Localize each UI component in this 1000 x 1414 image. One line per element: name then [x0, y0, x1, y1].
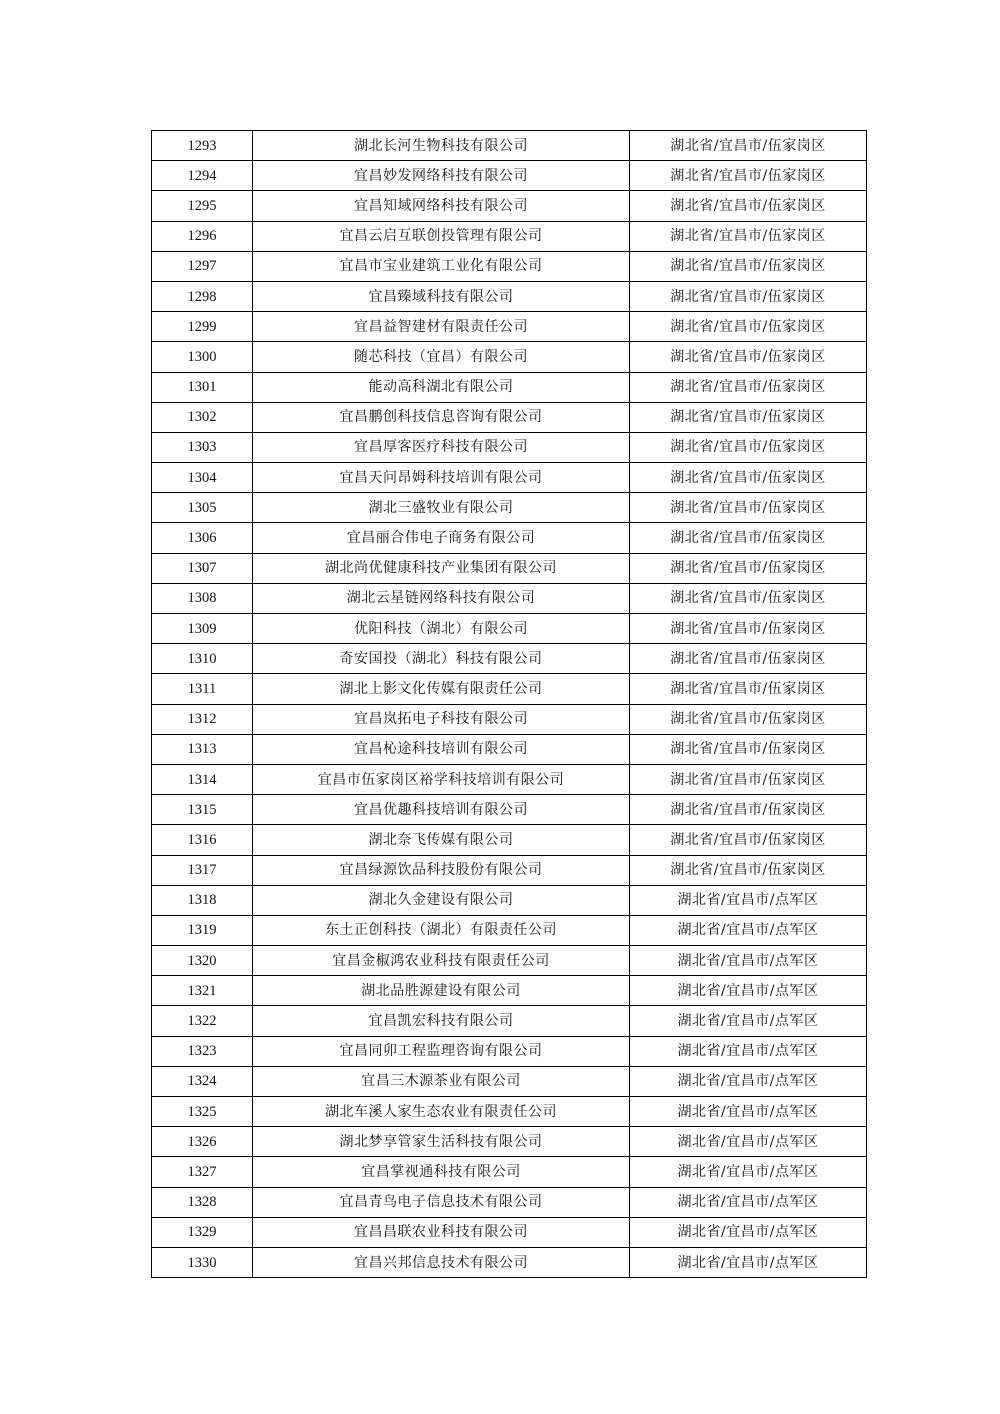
- row-number-cell: 1312: [152, 704, 253, 734]
- table-row: [152, 312, 867, 342]
- region-cell: 湖北省/宜昌市/伍家岗区: [630, 281, 867, 311]
- table-row: [152, 825, 867, 855]
- company-name-cell: 奇安国投（湖北）科技有限公司: [253, 644, 630, 674]
- table-row: [152, 1097, 867, 1127]
- row-number-cell: 1298: [152, 281, 253, 311]
- row-number-cell: 1295: [152, 191, 253, 221]
- region-cell: 湖北省/宜昌市/点军区: [630, 1006, 867, 1036]
- row-number-cell: 1318: [152, 885, 253, 915]
- region-cell: 湖北省/宜昌市/伍家岗区: [630, 795, 867, 825]
- company-name-cell: 宜昌兴邦信息技术有限公司: [253, 1247, 630, 1277]
- company-name-cell: 宜昌知域网络科技有限公司: [253, 191, 630, 221]
- region-cell: 湖北省/宜昌市/伍家岗区: [630, 583, 867, 613]
- region-cell: 湖北省/宜昌市/点军区: [630, 1127, 867, 1157]
- company-name-cell: 湖北车溪人家生态农业有限责任公司: [253, 1097, 630, 1127]
- region-cell: 湖北省/宜昌市/伍家岗区: [630, 764, 867, 794]
- region-cell: 湖北省/宜昌市/伍家岗区: [630, 402, 867, 432]
- region-cell: 湖北省/宜昌市/伍家岗区: [630, 432, 867, 462]
- company-name-cell: 湖北品胜源建设有限公司: [253, 976, 630, 1006]
- table-row: [152, 1127, 867, 1157]
- company-list-table: [151, 130, 867, 1278]
- region-cell: 湖北省/宜昌市/伍家岗区: [630, 644, 867, 674]
- company-name-cell: 东土正创科技（湖北）有限责任公司: [253, 915, 630, 945]
- region-cell: 湖北省/宜昌市/伍家岗区: [630, 312, 867, 342]
- region-cell: 湖北省/宜昌市/伍家岗区: [630, 614, 867, 644]
- row-number-cell: 1297: [152, 251, 253, 281]
- company-name-cell: 宜昌厚客医疗科技有限公司: [253, 432, 630, 462]
- row-number-cell: 1325: [152, 1097, 253, 1127]
- table-row: [152, 764, 867, 794]
- row-number-cell: 1301: [152, 372, 253, 402]
- row-number-cell: 1305: [152, 493, 253, 523]
- region-cell: 湖北省/宜昌市/伍家岗区: [630, 825, 867, 855]
- region-cell: 湖北省/宜昌市/点军区: [630, 1247, 867, 1277]
- table-row: [152, 1187, 867, 1217]
- region-cell: 湖北省/宜昌市/点军区: [630, 946, 867, 976]
- table-row: [152, 523, 867, 553]
- company-name-cell: 湖北三盛牧业有限公司: [253, 493, 630, 523]
- table-row: [152, 372, 867, 402]
- region-cell: 湖北省/宜昌市/伍家岗区: [630, 372, 867, 402]
- region-cell: 湖北省/宜昌市/伍家岗区: [630, 221, 867, 251]
- region-cell: 湖北省/宜昌市/伍家岗区: [630, 251, 867, 281]
- row-number-cell: 1309: [152, 614, 253, 644]
- row-number-cell: 1296: [152, 221, 253, 251]
- row-number-cell: 1315: [152, 795, 253, 825]
- row-number-cell: 1327: [152, 1157, 253, 1187]
- region-cell: 湖北省/宜昌市/点军区: [630, 1036, 867, 1066]
- table-row: [152, 402, 867, 432]
- row-number-cell: 1293: [152, 131, 253, 161]
- company-list-table-container: [151, 130, 866, 1278]
- region-cell: 湖北省/宜昌市/伍家岗区: [630, 734, 867, 764]
- table-row: [152, 1006, 867, 1036]
- table-row: [152, 1036, 867, 1066]
- row-number-cell: 1321: [152, 976, 253, 1006]
- region-cell: 湖北省/宜昌市/伍家岗区: [630, 523, 867, 553]
- company-name-cell: 宜昌益智建材有限责任公司: [253, 312, 630, 342]
- row-number-cell: 1302: [152, 402, 253, 432]
- row-number-cell: 1324: [152, 1066, 253, 1096]
- table-row: [152, 885, 867, 915]
- table-row: [152, 191, 867, 221]
- company-name-cell: 宜昌岚拓电子科技有限公司: [253, 704, 630, 734]
- table-row: [152, 614, 867, 644]
- row-number-cell: 1308: [152, 583, 253, 613]
- table-row: [152, 221, 867, 251]
- row-number-cell: 1310: [152, 644, 253, 674]
- table-row: [152, 976, 867, 1006]
- company-name-cell: 宜昌妙发网络科技有限公司: [253, 161, 630, 191]
- region-cell: 湖北省/宜昌市/点军区: [630, 1097, 867, 1127]
- company-name-cell: 宜昌市宝业建筑工业化有限公司: [253, 251, 630, 281]
- company-name-cell: 宜昌市伍家岗区裕学科技培训有限公司: [253, 764, 630, 794]
- table-row: [152, 1066, 867, 1096]
- table-row: [152, 131, 867, 161]
- region-cell: 湖北省/宜昌市/点军区: [630, 885, 867, 915]
- region-cell: 湖北省/宜昌市/伍家岗区: [630, 704, 867, 734]
- table-row: [152, 1217, 867, 1247]
- row-number-cell: 1323: [152, 1036, 253, 1066]
- company-name-cell: 宜昌绿源饮品科技股份有限公司: [253, 855, 630, 885]
- table-row: [152, 342, 867, 372]
- row-number-cell: 1304: [152, 463, 253, 493]
- table-row: [152, 553, 867, 583]
- company-name-cell: 宜昌杺途科技培训有限公司: [253, 734, 630, 764]
- table-row: [152, 734, 867, 764]
- row-number-cell: 1320: [152, 946, 253, 976]
- company-name-cell: 湖北梦享管家生活科技有限公司: [253, 1127, 630, 1157]
- company-name-cell: 优阳科技（湖北）有限公司: [253, 614, 630, 644]
- row-number-cell: 1326: [152, 1127, 253, 1157]
- table-row: [152, 644, 867, 674]
- company-name-cell: 湖北长河生物科技有限公司: [253, 131, 630, 161]
- region-cell: 湖北省/宜昌市/伍家岗区: [630, 191, 867, 221]
- table-row: [152, 1157, 867, 1187]
- region-cell: 湖北省/宜昌市/伍家岗区: [630, 674, 867, 704]
- region-cell: 湖北省/宜昌市/点军区: [630, 1066, 867, 1096]
- table-body: [152, 131, 867, 1278]
- table-row: [152, 493, 867, 523]
- table-row: [152, 674, 867, 704]
- company-name-cell: 宜昌三木源茶业有限公司: [253, 1066, 630, 1096]
- row-number-cell: 1303: [152, 432, 253, 462]
- region-cell: 湖北省/宜昌市/伍家岗区: [630, 131, 867, 161]
- region-cell: 湖北省/宜昌市/伍家岗区: [630, 463, 867, 493]
- region-cell: 湖北省/宜昌市/伍家岗区: [630, 855, 867, 885]
- company-name-cell: 湖北奈飞传媒有限公司: [253, 825, 630, 855]
- row-number-cell: 1306: [152, 523, 253, 553]
- table-row: [152, 704, 867, 734]
- region-cell: 湖北省/宜昌市/点军区: [630, 915, 867, 945]
- row-number-cell: 1299: [152, 312, 253, 342]
- company-name-cell: 宜昌金椒鸿农业科技有限责任公司: [253, 946, 630, 976]
- company-name-cell: 宜昌鹏创科技信息咨询有限公司: [253, 402, 630, 432]
- region-cell: 湖北省/宜昌市/点军区: [630, 976, 867, 1006]
- row-number-cell: 1319: [152, 915, 253, 945]
- company-name-cell: 能动高科湖北有限公司: [253, 372, 630, 402]
- row-number-cell: 1311: [152, 674, 253, 704]
- table-row: [152, 946, 867, 976]
- row-number-cell: 1313: [152, 734, 253, 764]
- region-cell: 湖北省/宜昌市/点军区: [630, 1157, 867, 1187]
- region-cell: 湖北省/宜昌市/伍家岗区: [630, 161, 867, 191]
- region-cell: 湖北省/宜昌市/点军区: [630, 1217, 867, 1247]
- company-name-cell: 湖北久金建设有限公司: [253, 885, 630, 915]
- table-row: [152, 281, 867, 311]
- row-number-cell: 1317: [152, 855, 253, 885]
- table-row: [152, 795, 867, 825]
- row-number-cell: 1314: [152, 764, 253, 794]
- company-name-cell: 宜昌丽合伟电子商务有限公司: [253, 523, 630, 553]
- region-cell: 湖北省/宜昌市/伍家岗区: [630, 493, 867, 523]
- company-name-cell: 湖北云星链网络科技有限公司: [253, 583, 630, 613]
- row-number-cell: 1294: [152, 161, 253, 191]
- company-name-cell: 宜昌掌视通科技有限公司: [253, 1157, 630, 1187]
- row-number-cell: 1330: [152, 1247, 253, 1277]
- table-row: [152, 463, 867, 493]
- table-row: [152, 251, 867, 281]
- company-name-cell: 湖北尚优健康科技产业集团有限公司: [253, 553, 630, 583]
- company-name-cell: 宜昌同卯工程监理咨询有限公司: [253, 1036, 630, 1066]
- table-row: [152, 161, 867, 191]
- table-row: [152, 583, 867, 613]
- row-number-cell: 1316: [152, 825, 253, 855]
- table-row: [152, 1247, 867, 1277]
- company-name-cell: 湖北上影文化传媒有限责任公司: [253, 674, 630, 704]
- row-number-cell: 1328: [152, 1187, 253, 1217]
- company-name-cell: 随芯科技（宜昌）有限公司: [253, 342, 630, 372]
- company-name-cell: 宜昌云启互联创投管理有限公司: [253, 221, 630, 251]
- company-name-cell: 宜昌优趣科技培训有限公司: [253, 795, 630, 825]
- region-cell: 湖北省/宜昌市/点军区: [630, 1187, 867, 1217]
- table-row: [152, 855, 867, 885]
- row-number-cell: 1329: [152, 1217, 253, 1247]
- table-row: [152, 915, 867, 945]
- company-name-cell: 宜昌昌联农业科技有限公司: [253, 1217, 630, 1247]
- row-number-cell: 1322: [152, 1006, 253, 1036]
- row-number-cell: 1307: [152, 553, 253, 583]
- company-name-cell: 宜昌臻域科技有限公司: [253, 281, 630, 311]
- region-cell: 湖北省/宜昌市/伍家岗区: [630, 342, 867, 372]
- company-name-cell: 宜昌凯宏科技有限公司: [253, 1006, 630, 1036]
- company-name-cell: 宜昌天问昂姆科技培训有限公司: [253, 463, 630, 493]
- row-number-cell: 1300: [152, 342, 253, 372]
- region-cell: 湖北省/宜昌市/伍家岗区: [630, 553, 867, 583]
- table-row: [152, 432, 867, 462]
- company-name-cell: 宜昌青鸟电子信息技术有限公司: [253, 1187, 630, 1217]
